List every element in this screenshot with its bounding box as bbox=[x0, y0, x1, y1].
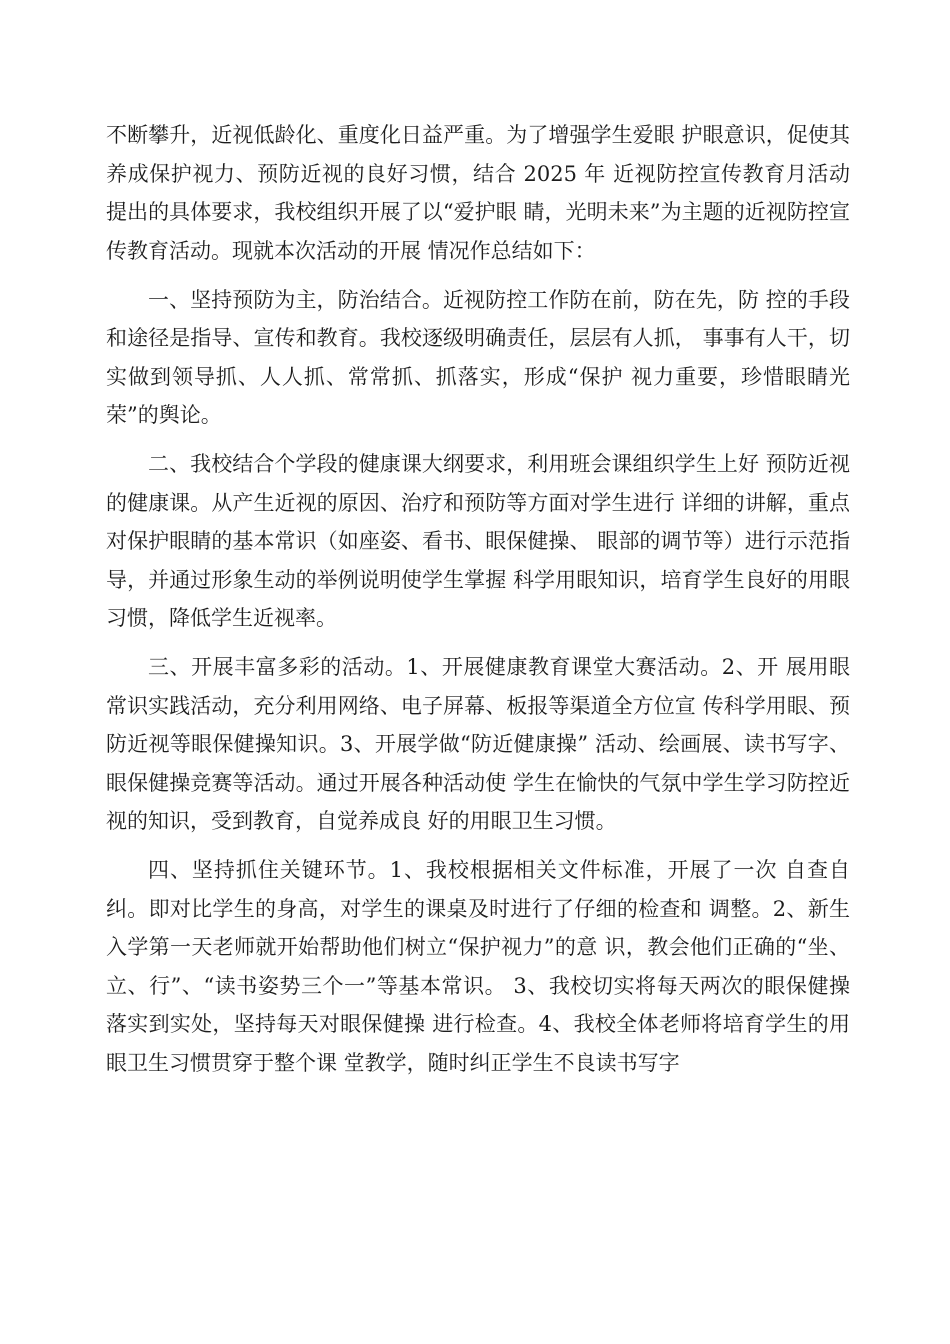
paragraph-intro: 不断攀升，近视低龄化、重度化日益严重。为了增强学生爱眼 护眼意识，促使其养成保护视力、预防近视的良好习惯，结合 2025 年 近视防控宣传教育月活动提出的具体要求，我校组织开展了以“爱护眼 睛，光明未来”为主题的近视防控宣传教育活动。现就本次活动的开展 情况作总结如下： bbox=[106, 123, 850, 263]
paragraph-section-1: 一、坚持预防为主，防治结合。近视防控工作防在前，防在先，防 控的手段和途径是指导、宣传和教育。我校逐级明确责任，层层有人抓， 事事有人干，切实做到领导抓、人人抓、常常抓、抓落实，形成“保护 视力重要，珍惜眼睛光荣”的舆论。 bbox=[106, 287, 850, 427]
paragraph-section-3: 三、开展丰富多彩的活动。1、开展健康教育课堂大赛活动。2、开 展用眼常识实践活动，充分利用网络、电子屏幕、板报等渠道全方位宣 传科学用眼、预防近视等眼保健操知识。3、开展学做“防近健康操” 活动、绘画展、读书写字、眼保健操竞赛等活动。通过开展各种活动使 学生在愉快的气氛中学生学习防控近视的知识，受到教育，自觉养成良 好的用眼卫生习惯。 bbox=[106, 655, 850, 833]
document-body bbox=[106, 116, 850, 1082]
paragraph-section-4: 四、坚持抓住关键环节。1、我校根据相关文件标准，开展了一次 自查自纠。即对比学生的身高，对学生的课桌及时进行了仔细的检查和 调整。2、新生入学第一天老师就开始帮助他们树立“保护视力”的意 识，教会他们正确的“坐、立、行”、“读书姿势三个一”等基本常识。 3、我校切实将每天两次的眼保健操落实到实处，坚持每天对眼保健操 进行检查。4、我校全体老师将培育学生的用眼卫生习惯贯穿于整个课 堂教学，随时纠正学生不良读书写字 bbox=[106, 858, 850, 1075]
paragraph-section-2: 二、我校结合个学段的健康课大纲要求，利用班会课组织学生上好 预防近视的健康课。从产生近视的原因、治疗和预防等方面对学生进行 详细的讲解，重点对保护眼睛的基本常识（如座姿、看书、眼保健操、 眼部的调节等）进行示范指导，并通过形象生动的举例说明使学生掌握 科学用眼知识，培育学生良好的用眼习惯，降低学生近视率。 bbox=[106, 452, 850, 630]
